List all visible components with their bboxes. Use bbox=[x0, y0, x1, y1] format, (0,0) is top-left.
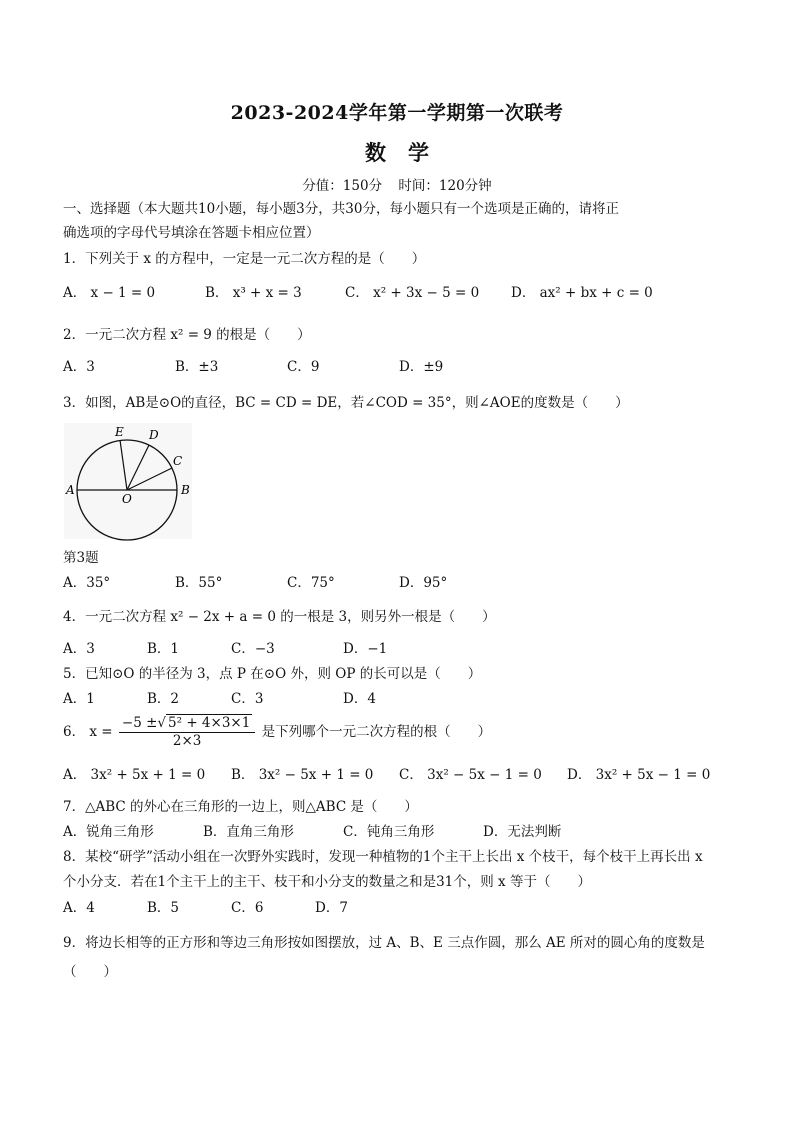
q7-option-a: A．锐角三角形 bbox=[63, 824, 154, 840]
subject-title: 数学 bbox=[365, 140, 451, 165]
q6-option-a: A． 3x² + 5x + 1 = 0 bbox=[63, 767, 206, 783]
question-7-stem: 7．△ABC 的外心在三角形的一边上，则△ABC 是（ ） bbox=[63, 799, 418, 815]
label-a: A bbox=[66, 483, 75, 497]
q7-option-c: C．钝角三角形 bbox=[343, 824, 435, 840]
q8-option-c: C．6 bbox=[231, 900, 264, 916]
section-heading-line2: 确选项的字母代号填涂在答题卡相应位置） bbox=[63, 225, 320, 241]
label-d: D bbox=[149, 428, 159, 442]
q6-suffix: 是下列哪个一元二次方程的根（ ） bbox=[261, 724, 492, 740]
q1-option-b: B． x³ + x = 3 bbox=[205, 285, 302, 301]
q3-option-c: C．75° bbox=[287, 575, 335, 591]
q3-option-d: D．95° bbox=[399, 575, 448, 591]
question-9-stem-line1: 9．将边长相等的正方形和等边三角形按如图摆放，过 A、B、E 三点作圆，那么 AE 所对的圆心角的度数是 bbox=[63, 935, 705, 951]
q6-fraction bbox=[119, 715, 255, 750]
q6-option-b: B． 3x² − 5x + 1 = 0 bbox=[231, 767, 374, 783]
label-b: B bbox=[181, 483, 190, 497]
exam-meta bbox=[0, 174, 794, 194]
q6-numerator: −5 ±√ 5² + 4×3×1 bbox=[119, 715, 255, 733]
label-c: C bbox=[173, 454, 183, 468]
score-info: 分值：150分 bbox=[302, 178, 383, 194]
question-6-stem bbox=[63, 714, 491, 750]
q3-option-a: A．35° bbox=[63, 575, 111, 591]
circle-figure bbox=[60, 421, 200, 543]
q4-option-c: C．−3 bbox=[231, 641, 275, 657]
time-info: 时间：120分钟 bbox=[398, 178, 492, 194]
section-heading-line1: 一、选择题（本大题共10小题，每小题3分，共30分，每小题只有一个选项是正确的，请将正 bbox=[63, 201, 619, 217]
q2-option-a: A．3 bbox=[63, 359, 95, 375]
q2-option-b: B．±3 bbox=[175, 359, 219, 375]
label-e: E bbox=[115, 425, 124, 439]
q2-option-c: C．9 bbox=[287, 359, 320, 375]
q8-option-d: D．7 bbox=[315, 900, 348, 916]
q5-option-b: B．2 bbox=[147, 691, 180, 707]
question-8-stem-line1: 8．某校“研学”活动小组在一次野外实践时，发现一种植物的1个主干上长出 x 个枝干，每个枝干上再长出 x bbox=[63, 849, 703, 865]
q5-option-a: A．1 bbox=[63, 691, 95, 707]
q6-radicand: 5² + 4×3×1 bbox=[168, 715, 251, 731]
question-9-stem-line2: （ ） bbox=[63, 964, 117, 980]
q4-option-a: A．3 bbox=[63, 641, 95, 657]
q6-prefix: 6． x = bbox=[63, 724, 113, 740]
q1-option-c: C． x² + 3x − 5 = 0 bbox=[345, 285, 480, 301]
q8-option-a: A．4 bbox=[63, 900, 95, 916]
q5-option-c: C．3 bbox=[231, 691, 264, 707]
question-4-stem: 4．一元二次方程 x² − 2x + a = 0 的一根是 3，则另外一根是（ ） bbox=[63, 609, 496, 625]
q6-option-d: D． 3x² + 5x − 1 = 0 bbox=[567, 767, 711, 783]
label-o: O bbox=[122, 492, 132, 506]
q1-option-d: D． ax² + bx + c = 0 bbox=[511, 285, 653, 301]
q1-option-a: A． x − 1 = 0 bbox=[63, 285, 156, 301]
q3-option-b: B．55° bbox=[175, 575, 223, 591]
q6-numerator-left: −5 ± bbox=[121, 715, 158, 731]
q6-denominator: 2×3 bbox=[172, 733, 202, 749]
figure-3-caption: 第3题 bbox=[63, 550, 99, 566]
q2-option-d: D．±9 bbox=[399, 359, 444, 375]
question-3-stem: 3．如图，AB是⊙O的直径，BC = CD = DE，若∠COD = 35°，则∠AOE的度数是（ ） bbox=[63, 395, 629, 411]
q4-option-b: B．1 bbox=[147, 641, 180, 657]
question-2-stem: 2．一元二次方程 x² = 9 的根是（ ） bbox=[63, 327, 311, 343]
q6-option-c: C． 3x² − 5x − 1 = 0 bbox=[399, 767, 542, 783]
q5-option-d: D．4 bbox=[343, 691, 376, 707]
q7-option-b: B．直角三角形 bbox=[203, 824, 294, 840]
exam-title: 2023-2024学年第一学期第一次联考 bbox=[230, 102, 564, 124]
question-5-stem: 5．已知⊙O 的半径为 3，点 P 在⊙O 外，则 OP 的长可以是（ ） bbox=[63, 666, 482, 682]
question-8-stem-line2: 个小分支．若在1个主干上的主干、枝干和小分支的数量之和是31个，则 x 等于（ ） bbox=[63, 874, 591, 890]
question-1-stem: 1．下列关于 x 的方程中，一定是一元二次方程的是（ ） bbox=[63, 251, 426, 267]
q4-option-d: D．−1 bbox=[343, 641, 388, 657]
q7-option-d: D．无法判断 bbox=[483, 824, 562, 840]
q8-option-b: B．5 bbox=[147, 900, 180, 916]
